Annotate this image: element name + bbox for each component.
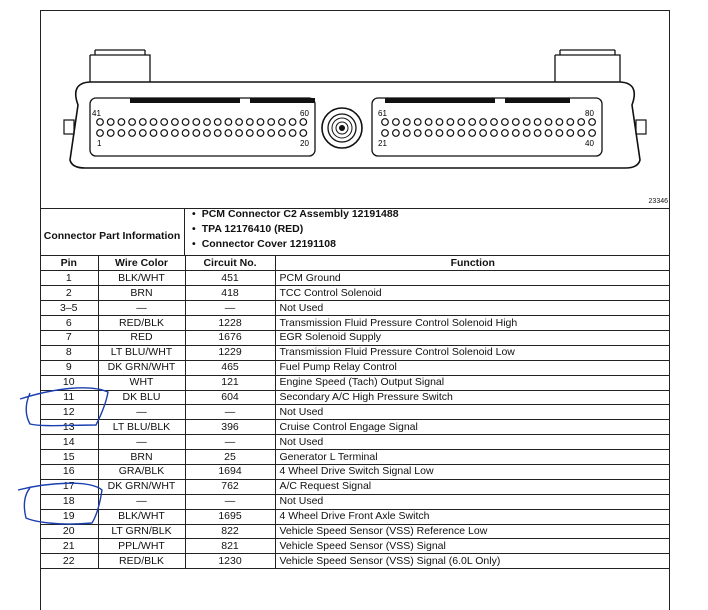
pin-cavity: [404, 130, 411, 137]
connector-info-item: • TPA 12176410 (RED): [192, 222, 399, 237]
pin-cavity: [118, 130, 125, 137]
pin-cavity: [300, 130, 307, 137]
pin-cavity: [161, 119, 168, 126]
pin-cavity: [129, 130, 136, 137]
circuit-no-cell: —: [185, 494, 275, 509]
function-cell: Transmission Fluid Pressure Control Solenoid High: [275, 316, 670, 331]
wire-color-cell: LT BLU/WHT: [98, 345, 185, 360]
connector-info-list: [192, 207, 399, 252]
pin-cavity: [513, 119, 520, 126]
wire-color-cell: BRN: [98, 450, 185, 465]
pin-cell: 3–5: [40, 301, 98, 316]
table-row: [40, 554, 670, 569]
pin-cell: 21: [40, 539, 98, 554]
pin-cavity: [523, 119, 530, 126]
function-cell: EGR Solenoid Supply: [275, 330, 670, 345]
function-cell: Not Used: [275, 405, 670, 420]
function-cell: Not Used: [275, 301, 670, 316]
pin-cavity: [107, 119, 114, 126]
pin-cavity: [469, 130, 476, 137]
circuit-no-cell: 465: [185, 360, 275, 375]
pin-cavity: [225, 119, 232, 126]
table-row: [40, 524, 670, 539]
wire-color-cell: —: [98, 301, 185, 316]
wire-color-cell: DK GRN/WHT: [98, 360, 185, 375]
wire-color-cell: —: [98, 494, 185, 509]
circuit-no-cell: 604: [185, 390, 275, 405]
pin-cavity: [534, 119, 541, 126]
pin-cavity: [204, 130, 211, 137]
wire-color-cell: RED/BLK: [98, 316, 185, 331]
pin-cavity: [182, 130, 189, 137]
pin-cavity-rows: [97, 119, 596, 137]
pin-cell: 11: [40, 390, 98, 405]
table-row: [40, 286, 670, 301]
pin-cell: 10: [40, 375, 98, 390]
circuit-no-cell: 822: [185, 524, 275, 539]
pin-cavity: [140, 130, 147, 137]
pin-cavity: [578, 130, 585, 137]
pin-cavity: [425, 130, 432, 137]
pin-cavity: [382, 130, 389, 137]
pin-cavity: [193, 130, 200, 137]
pin-cell: 9: [40, 360, 98, 375]
table-row: [40, 509, 670, 524]
circuit-no-cell: 1228: [185, 316, 275, 331]
wire-color-cell: BRN: [98, 286, 185, 301]
pin-cavity: [447, 130, 454, 137]
pin-cavity: [513, 130, 520, 137]
pin-cavity: [268, 130, 275, 137]
function-cell: 4 Wheel Drive Switch Signal Low: [275, 464, 670, 479]
pin-cavity: [578, 119, 585, 126]
wire-color-cell: LT GRN/BLK: [98, 524, 185, 539]
pin-cell: 12: [40, 405, 98, 420]
connector-info-item: • Connector Cover 12191108: [192, 237, 399, 252]
table-row: [40, 450, 670, 465]
pin-cell: 6: [40, 316, 98, 331]
pin-cavity: [567, 119, 574, 126]
circuit-no-cell: 1694: [185, 464, 275, 479]
wire-color-cell: DK GRN/WHT: [98, 479, 185, 494]
pin-cell: 7: [40, 330, 98, 345]
circuit-no-cell: 821: [185, 539, 275, 554]
pin-cavity: [523, 130, 530, 137]
pin-label-1: 1: [97, 139, 102, 148]
wire-color-cell: PPL/WHT: [98, 539, 185, 554]
wire-color-cell: GRA/BLK: [98, 464, 185, 479]
pin-cavity: [382, 119, 389, 126]
function-cell: Not Used: [275, 494, 670, 509]
pin-cavity: [393, 130, 400, 137]
pin-cavity: [556, 130, 563, 137]
pin-cell: 8: [40, 345, 98, 360]
pin-cavity: [491, 119, 498, 126]
pin-cavity: [268, 119, 275, 126]
table-row: [40, 539, 670, 554]
table-row: [40, 375, 670, 390]
connector-info-heading: Connector Part Information: [40, 209, 185, 255]
function-cell: Engine Speed (Tach) Output Signal: [275, 375, 670, 390]
table-row: [40, 464, 670, 479]
table-row: [40, 360, 670, 375]
function-cell: Transmission Fluid Pressure Control Solenoid Low: [275, 345, 670, 360]
header-circuit-no: Circuit No.: [185, 256, 275, 271]
table-row: [40, 330, 670, 345]
wire-color-cell: DK BLU: [98, 390, 185, 405]
pin-cavity: [289, 119, 296, 126]
pin-cavity: [150, 130, 157, 137]
pin-cavity: [545, 130, 552, 137]
function-cell: Cruise Control Engage Signal: [275, 420, 670, 435]
pin-cavity: [414, 119, 421, 126]
function-cell: TCC Control Solenoid: [275, 286, 670, 301]
function-cell: 4 Wheel Drive Front Axle Switch: [275, 509, 670, 524]
pin-label-20: 20: [300, 139, 309, 148]
pin-cavity: [236, 119, 243, 126]
pin-cell: 18: [40, 494, 98, 509]
pin-cell: 14: [40, 435, 98, 450]
pin-cavity: [247, 119, 254, 126]
pin-cavity: [257, 119, 264, 126]
pin-cavity: [534, 130, 541, 137]
circuit-no-cell: 25: [185, 450, 275, 465]
pin-cavity: [236, 130, 243, 137]
pin-label-41: 41: [92, 109, 101, 118]
pin-cavity: [107, 130, 114, 137]
connector-info: [40, 209, 670, 256]
pin-cavity: [247, 130, 254, 137]
table-row: [40, 301, 670, 316]
pin-cavity: [480, 130, 487, 137]
pin-cavity: [447, 119, 454, 126]
pin-cavity: [214, 119, 221, 126]
table-row: [40, 420, 670, 435]
function-cell: Secondary A/C High Pressure Switch: [275, 390, 670, 405]
pin-cavity: [289, 130, 296, 137]
pin-cavity: [436, 119, 443, 126]
function-cell: Vehicle Speed Sensor (VSS) Signal: [275, 539, 670, 554]
pinout-table: [40, 256, 670, 569]
pin-cell: 15: [40, 450, 98, 465]
function-cell: Vehicle Speed Sensor (VSS) Reference Low: [275, 524, 670, 539]
table-row: [40, 316, 670, 331]
pin-cavity: [172, 119, 179, 126]
pin-label-40: 40: [585, 139, 594, 148]
table-row: [40, 479, 670, 494]
pin-cavity: [257, 130, 264, 137]
pin-cavity: [182, 119, 189, 126]
pin-cavity: [414, 130, 421, 137]
pin-cavity: [225, 130, 232, 137]
pin-cavity: [502, 130, 509, 137]
pin-cavity: [458, 119, 465, 126]
table-row: [40, 405, 670, 420]
pin-cavity: [436, 130, 443, 137]
wire-color-cell: RED: [98, 330, 185, 345]
pin-cell: 16: [40, 464, 98, 479]
circuit-no-cell: 1676: [185, 330, 275, 345]
pin-cell: 22: [40, 554, 98, 569]
table-row: [40, 271, 670, 286]
circuit-no-cell: 1230: [185, 554, 275, 569]
pin-cavity: [279, 130, 286, 137]
connector-diagram: [40, 10, 670, 209]
table-row: [40, 345, 670, 360]
pin-cavity: [545, 119, 552, 126]
wire-color-cell: WHT: [98, 375, 185, 390]
pin-cavity: [204, 119, 211, 126]
function-cell: Not Used: [275, 435, 670, 450]
circuit-no-cell: 396: [185, 420, 275, 435]
header-wire-color: Wire Color: [98, 256, 185, 271]
pin-cavity: [150, 119, 157, 126]
circuit-no-cell: 121: [185, 375, 275, 390]
circuit-no-cell: 762: [185, 479, 275, 494]
function-cell: Vehicle Speed Sensor (VSS) Signal (6.0L Only): [275, 554, 670, 569]
pin-cell: 19: [40, 509, 98, 524]
pin-cavity: [118, 119, 125, 126]
pin-label-80: 80: [585, 109, 594, 118]
pin-cavity: [161, 130, 168, 137]
function-cell: A/C Request Signal: [275, 479, 670, 494]
pin-cavity: [97, 130, 104, 137]
pin-cell: 1: [40, 271, 98, 286]
header-function: Function: [275, 256, 670, 271]
pin-cavity: [589, 119, 596, 126]
pin-cavity: [458, 130, 465, 137]
wire-color-cell: BLK/WHT: [98, 271, 185, 286]
pin-cavity: [469, 119, 476, 126]
circuit-no-cell: 418: [185, 286, 275, 301]
pin-cavity: [480, 119, 487, 126]
pin-cavity: [193, 119, 200, 126]
circuit-no-cell: 451: [185, 271, 275, 286]
circuit-no-cell: 1229: [185, 345, 275, 360]
pin-label-60: 60: [300, 109, 309, 118]
pin-cell: 17: [40, 479, 98, 494]
function-cell: PCM Ground: [275, 271, 670, 286]
circuit-no-cell: —: [185, 435, 275, 450]
pin-cavity: [300, 119, 307, 126]
pin-cell: 13: [40, 420, 98, 435]
pin-cavity: [556, 119, 563, 126]
circuit-no-cell: —: [185, 301, 275, 316]
header-pin: Pin: [40, 256, 98, 271]
pin-cavity: [502, 119, 509, 126]
figure-number: 23346: [648, 198, 668, 205]
circuit-no-cell: 1695: [185, 509, 275, 524]
circuit-no-cell: —: [185, 405, 275, 420]
table-row: [40, 494, 670, 509]
pin-label-21: 21: [378, 139, 387, 148]
wire-color-cell: RED/BLK: [98, 554, 185, 569]
pin-cell: 20: [40, 524, 98, 539]
table-header-row: [40, 256, 670, 271]
pin-cavity: [129, 119, 136, 126]
wire-color-cell: —: [98, 435, 185, 450]
pin-cavity: [279, 119, 286, 126]
pin-cavity: [97, 119, 104, 126]
connector-info-item: • PCM Connector C2 Assembly 12191488: [192, 207, 399, 222]
wire-color-cell: LT BLU/BLK: [98, 420, 185, 435]
wire-color-cell: BLK/WHT: [98, 509, 185, 524]
wire-color-cell: —: [98, 405, 185, 420]
table-body: [40, 271, 670, 569]
function-cell: Fuel Pump Relay Control: [275, 360, 670, 375]
pin-cavity: [393, 119, 400, 126]
table-row: [40, 435, 670, 450]
function-cell: Generator L Terminal: [275, 450, 670, 465]
pin-cavity: [404, 119, 411, 126]
pin-cavity: [491, 130, 498, 137]
pin-cavity: [140, 119, 147, 126]
pin-cavity: [425, 119, 432, 126]
pin-cavity: [567, 130, 574, 137]
pin-cavity: [214, 130, 221, 137]
pin-cavity: [589, 130, 596, 137]
pin-label-61: 61: [378, 109, 387, 118]
pin-cell: 2: [40, 286, 98, 301]
pin-cavity: [172, 130, 179, 137]
table-row: [40, 390, 670, 405]
